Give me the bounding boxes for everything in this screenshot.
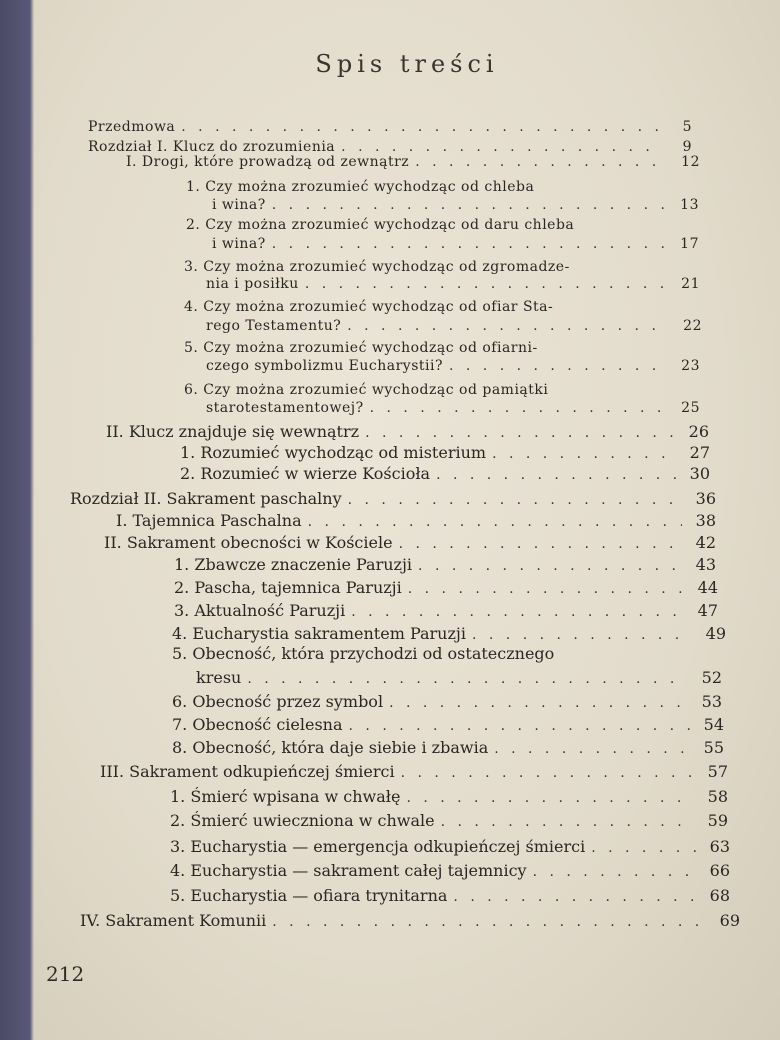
toc-entry-line1: 6. Czy można zrozumieć wychodząc od pamiątki [184,382,549,398]
toc-entry: 8. Obecność, która daje siebie i zbawia . . . 55 [172,738,724,759]
toc-entry: kresu . . . 52 [196,668,722,689]
toc-entry: 4. Eucharystia sakramentem Paruzji . . . 49 [172,624,726,645]
toc-entry: IV. Sakrament Komunii . . . 69 [80,911,740,932]
toc-entry: II. Klucz znajduje się wewnątrz . . . 26 [106,422,709,443]
toc-entry: i wina? . . . 17 [212,234,699,254]
toc-entry-line1: 5. Obecność, która przychodzi od ostatecznego [172,644,555,663]
toc-entry: 2. Rozumieć w wierze Kościoła . . . 30 [180,464,710,485]
toc-entry: 3. Eucharystia — emergencja odkupieńczej śmierci . . . 63 [170,837,730,858]
toc-entry: 3. Aktualność Paruzji . . . 47 [174,601,718,622]
toc-entry: 2. Śmierć uwieczniona w chwale . . . 59 [170,811,728,832]
toc-entry-line1: 1. Czy można zrozumieć wychodząc od chleba [186,179,535,195]
toc-entry: Rozdział II. Sakrament paschalny . . . 36 [70,489,716,510]
toc-entry: II. Sakrament obecności w Kościele . . . 42 [104,533,716,554]
toc-entry: i wina? . . . 13 [212,195,699,215]
toc-entry: Rozdział I. Klucz do zrozumienia . . . 9 [88,137,692,157]
toc-entry: 6. Obecność przez symbol . . . 53 [172,692,722,713]
toc-entry-line1: 2. Czy można zrozumieć wychodząc od daru chleba [186,217,575,233]
toc-entry: I. Tajemnica Paschalna . . . 38 [116,511,716,532]
toc-entry: 1. Rozumieć wychodząc od misterium . . . 27 [180,443,710,464]
toc-entry: 5. Eucharystia — ofiara trynitarna . . . 68 [170,886,730,907]
table-of-contents [34,0,780,1040]
toc-entry: III. Sakrament odkupieńczej śmierci . . . 57 [100,762,728,783]
toc-entry-line1: 5. Czy można zrozumieć wychodząc od ofiarni- [184,340,538,356]
toc-entry: 1. Śmierć wpisana w chwałę . . . 58 [170,787,728,808]
toc-entry: nia i posiłku . . . 21 [206,274,700,294]
toc-entry: 4. Eucharystia — sakrament całej tajemnicy . . . 66 [170,861,730,882]
toc-entry: starotestamentowej? . . . 25 [206,398,700,418]
toc-entry-line1: 3. Czy można zrozumieć wychodząc od zgromadze- [184,259,570,275]
toc-entry-line1: 4. Czy można zrozumieć wychodząc od ofiar Sta- [184,299,554,315]
toc-entry: I. Drogi, które prowadzą od zewnątrz . . . 12 [126,152,700,172]
page-number: 212 [46,962,85,986]
toc-entry: rego Testamentu? . . . 22 [206,316,702,336]
toc-entry: czego symbolizmu Eucharystii? . . . 23 [206,356,700,376]
toc-entry: 2. Pascha, tajemnica Paruzji . . . 44 [174,578,718,599]
toc-entry: Przedmowa . . . 5 [88,117,692,137]
toc-entry: 7. Obecność cielesna . . . 54 [172,715,724,736]
book-page [34,0,780,1040]
toc-entry: 1. Zbawcze znaczenie Paruzji . . . 43 [174,555,716,576]
page-title: Spis treści [315,50,499,78]
